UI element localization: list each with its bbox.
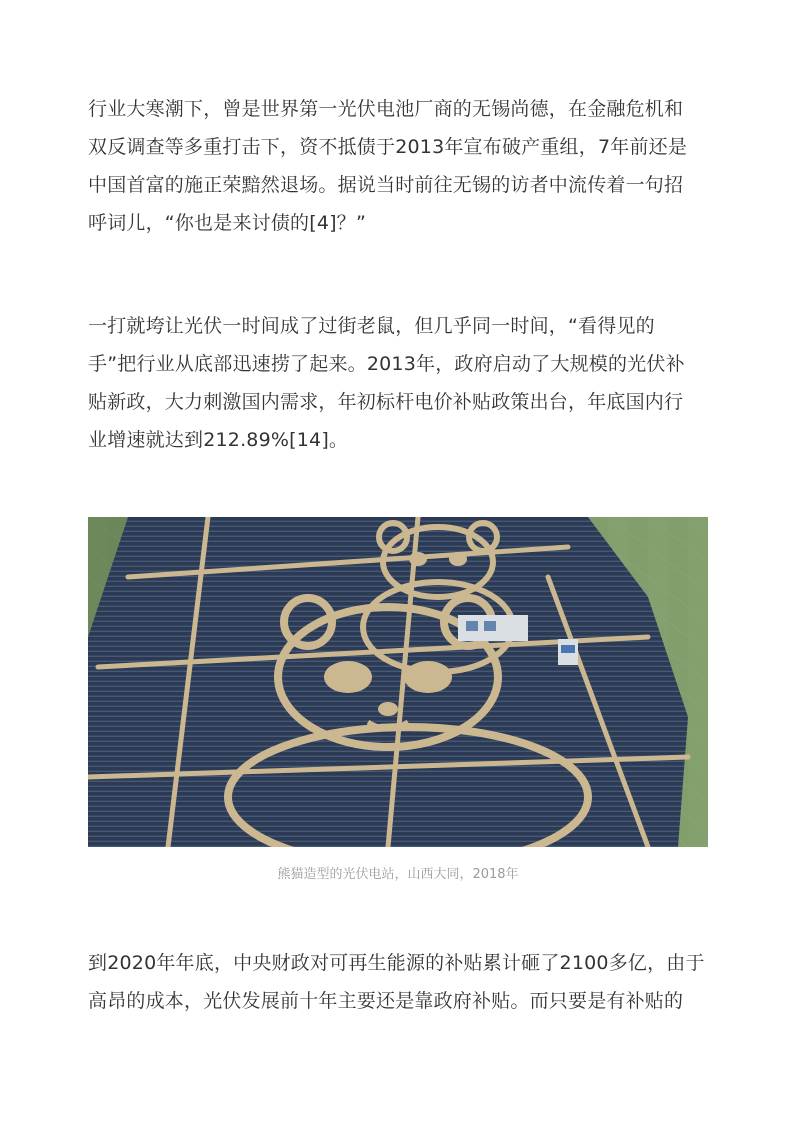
paragraph-line: 行业大寒潮下，曾是世界第一光伏电池厂商的无锡尚德，在金融危机和	[88, 98, 684, 120]
paragraph-line: 高昂的成本，光伏发展前十年主要还是靠政府补贴。而只要是有补贴的	[88, 990, 684, 1012]
paragraph-3	[88, 944, 710, 1020]
panda-solar-plant-photo	[88, 517, 708, 847]
paragraph-line: 呼词儿，“你也是来讨债的[4]？”	[88, 212, 367, 234]
paragraph-line: 手”把行业从底部迅速捞了起来。2013年，政府启动了大规模的光伏补	[88, 353, 685, 375]
paragraph-line: 双反调查等多重打击下，资不抵债于2013年宣布破产重组，7年前还是	[88, 136, 688, 158]
paragraph-line: 贴新政，大力刺激国内需求，年初标杆电价补贴政策出台，年底国内行	[88, 391, 684, 413]
paragraph-line: 一打就垮让光伏一时间成了过街老鼠，但几乎同一时间，“看得见的	[88, 315, 655, 337]
paragraph-2	[88, 307, 710, 459]
paragraph-1	[88, 90, 710, 242]
paragraph-line: 到2020年年底，中央财政对可再生能源的补贴累计砸了2100多亿，由于	[88, 952, 705, 974]
paragraph-line: 业增速就达到212.89%[14]。	[88, 429, 349, 451]
photo-caption: 熊猫造型的光伏电站，山西大同，2018年	[277, 867, 519, 882]
paragraph-line: 中国首富的施正荣黯然退场。据说当时前往无锡的访者中流传着一句招	[88, 174, 684, 196]
